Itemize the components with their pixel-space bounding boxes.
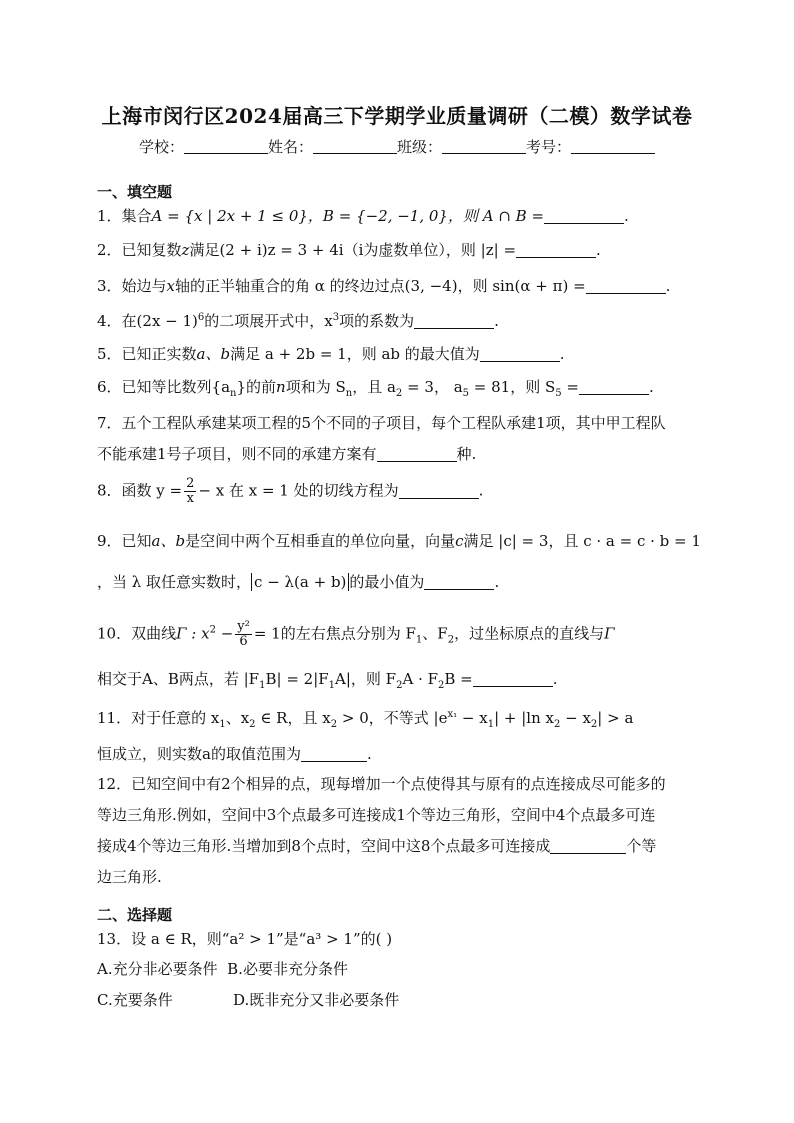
question-7-line-2: 不能承建1号子项目，则不同的承建方案有 种. [97,445,477,463]
question-9-line-1: 9．已知a、b是空间中两个互相垂直的单位向量，向量c满足 |c| = 3，且 c · a = c · b = 1 [97,532,701,550]
name-blank[interactable] [313,139,397,154]
answer-blank-5[interactable] [480,347,560,362]
answer-blank-1[interactable] [544,209,624,224]
class-blank[interactable] [442,139,526,154]
option-b[interactable]: B.必要非充分条件 [227,960,348,978]
answer-blank-9[interactable] [424,575,494,590]
question-5: 5．已知正实数a、b满足 a + 2b = 1，则 ab 的最大值为 . [97,345,565,363]
class-label: 班级： [397,138,443,156]
question-10-line-1: 10．双曲线Γ : $x^2$ − $\frac{\text{y²}}{6}$ = 1的左右焦点分别为 $F_1$、$F_2$，过坐标原点的直线与Γ [97,619,615,649]
answer-blank-8[interactable] [399,484,479,499]
question-13-stem: 13．设 a ∈ R，则“a² > 1”是“a³ > 1”的( ) [97,930,393,948]
answer-blank-2[interactable] [516,243,596,258]
question-10-line-2: 相交于A、B两点，若 $|F_1B| = 2|F_1A|$，则 $F_2A \cdot F_2B$ = . [97,670,558,691]
answer-blank-10[interactable] [473,672,553,687]
name-label: 姓名： [267,138,313,156]
answer-blank-11[interactable] [301,747,367,762]
number-blank[interactable] [571,139,655,154]
question-9-line-2: ，当 λ 取任意实数时， c − λ(a + b) 的最小值为 . [97,573,500,591]
fraction-y2-over-6: $\frac{\text{y²}}{6}$ [237,619,250,649]
answer-blank-7[interactable] [377,447,457,462]
answer-blank-12[interactable] [550,839,626,854]
section-multiple-choice: 二、选择题 [97,906,173,924]
answer-blank-4[interactable] [414,314,494,329]
section-fill-in: 一、填空题 [97,183,173,201]
question-1: 1．集合A = {x | 2x + 1 ≤ 0}，B = {−2, −1, 0}，则 A ∩ B = . [97,207,629,225]
question-11-line-2: 恒成立，则实数a的取值范围为 . [97,745,372,763]
option-a[interactable]: A.充分非必要条件 [97,960,218,978]
fraction-2-over-x: $\frac{2}{x}$ [186,476,195,506]
question-3: 3．始边与x轴的正半轴重合的角 α 的终边过点(3, −4)，则 sin(α + π) = . [97,277,671,295]
question-6: 6．已知等比数列$\{a_n\}$的前n项和为 $S_n$，且 $a_2 = 3$， $a_5 = 81$，则 $S_5$ = . [97,378,654,399]
question-12-line-4: 边三角形. [97,868,162,886]
answer-blank-6[interactable] [579,380,649,395]
option-d[interactable]: D.既非充分又非必要条件 [233,991,400,1009]
exam-title: 上海市闵行区2024届高三下学期学业质量调研（二模）数学试卷 [101,104,693,128]
option-c[interactable]: C.充要条件 [97,991,173,1009]
question-12-line-3: 接成4个等边三角形.当增加到8个点时，空间中这8个点最多可连接成 个等 [97,837,657,855]
question-12-line-1: 12．已知空间中有2个相异的点，现每增加一个点使得其与原有的点连接成尽可能多的 [97,775,666,793]
school-label: 学校： [138,138,184,156]
school-blank[interactable] [184,139,268,154]
number-label: 考号： [526,138,572,156]
question-7-line-1: 7．五个工程队承建某项工程的5个不同的子项目，每个工程队承建1项，其中甲工程队 [97,414,666,432]
question-13-options-row-1 [97,958,348,979]
question-4: 4．在$(2x - 1)^6$的二项展开式中，$x^3$项的系数为 . [97,312,499,330]
answer-blank-3[interactable] [586,279,666,294]
student-info-line [0,136,794,157]
question-11-line-1: 11．对于任意的 $x_1$、$x_2$ ∈ R，且 $x_2 > 0$，不等式 $|e^{x_1} - x_1| + |\ln$ $x_2 - x_2| > a$ [97,709,634,730]
question-2: 2．已知复数z满足(2 + i)z = 3 + 4i（i为虚数单位），则 |z| = . [97,241,601,259]
question-12-line-2: 等边三角形.例如，空间中3个点最多可连接成1个等边三角形，空间中4个点最多可连 [97,806,656,824]
question-8: 8．函数 y = $\frac{2}{x}$ − x 在 x = 1 处的切线方程为 . [97,476,484,506]
question-13-options-row-2 [97,989,399,1010]
